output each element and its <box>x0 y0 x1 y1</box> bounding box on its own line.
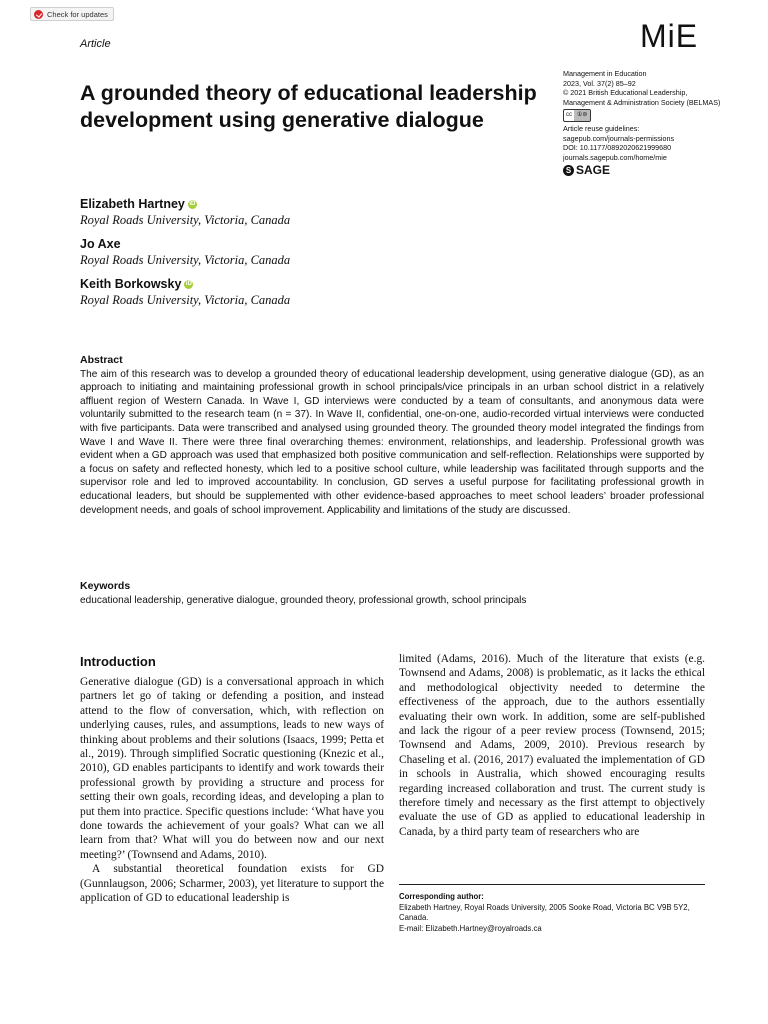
check-updates-icon <box>34 10 43 19</box>
author-list <box>80 197 290 317</box>
corresponding-author-email[interactable]: E-mail: Elizabeth.Hartney@royalroads.ca <box>399 923 542 933</box>
journal-logo: MiE <box>640 18 699 54</box>
creative-commons-icon[interactable] <box>563 109 591 122</box>
author-name: Keith Borkowsky <box>80 277 182 291</box>
corresponding-author-note <box>399 884 705 934</box>
doi-link[interactable]: DOI: 10.1177/0892020621999680 <box>563 143 672 152</box>
author-affiliation: Royal Roads University, Victoria, Canada <box>80 293 291 307</box>
keywords-heading: Keywords <box>80 580 131 592</box>
check-for-updates-button[interactable] <box>30 7 114 21</box>
author-name: Elizabeth Hartney <box>80 197 185 211</box>
journal-url-link[interactable]: journals.sagepub.com/home/mie <box>563 152 667 162</box>
author-affiliation: Royal Roads University, Victoria, Canada <box>80 213 291 227</box>
author-entry <box>80 277 290 308</box>
author-name: Jo Axe <box>80 237 121 251</box>
author-affiliation: Royal Roads University, Victoria, Canada <box>80 253 291 267</box>
body-paragraph: limited (Adams, 2016). Much of the literature that exists (e.g. Townsend and Adams, 2008) is problematic, as it lacks the ethical and methodological objectivity needed to determine the effectiveness of the approach, due to the authors essentially evaluating their own work. In addition, some are self-published and lack the rigour of a peer review process (Townsend, 2015; Townsend and Adams, 2009, 2010). Previous research by Chaseling et al. (2016, 2017) evaluated the implementation of GD in schools in Australia, which showed encouraging results regarding increased collaboration and trust. The current study is therefore timely and necessary as the first attempt to objectively evaluate the use of GD as applied to educational leadership in Canada, by a third party team of researchers who are <box>399 653 705 838</box>
orcid-icon[interactable]: iD <box>185 281 192 287</box>
reuse-guidelines-label: Article reuse guidelines: <box>563 124 640 133</box>
corresponding-author-address: Elizabeth Hartney, Royal Roads University, 2005 Sooke Road, Victoria BC V9B 5Y2, Canada. <box>399 902 690 922</box>
corresponding-author-heading: Corresponding author: <box>399 892 484 901</box>
copyright-notice: © 2021 British Educational Leadership, Management & Administration Society (BELMAS) <box>563 88 721 107</box>
cc-label: cc <box>564 111 574 121</box>
body-paragraph: A substantial theoretical foundation exists for GD (Gunnlaugson, 2006; Scharmer, 2003), yet literature to support the application of GD to educational leadership is <box>80 863 384 905</box>
journal-volume: 2023, Vol. 37(2) 85–92 <box>563 78 636 88</box>
keywords-text: educational leadership, generative dialogue, grounded theory, professional growth, school principals <box>80 594 527 606</box>
orcid-icon[interactable]: iD <box>189 201 196 207</box>
abstract-heading: Abstract <box>80 354 123 366</box>
journal-metadata <box>563 69 723 176</box>
permissions-link[interactable]: sagepub.com/journals-permissions <box>563 133 675 143</box>
check-updates-label: Check for updates <box>47 9 108 19</box>
paper-title: A grounded theory of educational leadership development using generative dialogue <box>80 81 537 132</box>
journal-name: Management in Education <box>563 69 647 78</box>
body-paragraph: Generative dialogue (GD) is a conversational approach in which partners let go of taking or defending a position, and instead attend to the flow of conversation, which, with reflection on underlying causes, rules, and assumptions, leads to new ways of thinking about problems and their solutions (Isaacs, 1999; Petta et al., 2019). Through simplified Socratic questioning (Knezic et al., 2010), GD enables participants to identify and work towards their professional growth by providing a structure and process for setting their own goals, recording ideas, and developing a plan to put them into practice. Specific questions include: ‘What have you done towards the achievement of your goals? What can we all learn from that? What will you do between now and our next meeting?’ (Townsend and Adams, 2010). <box>80 676 384 861</box>
left-column <box>80 654 384 906</box>
publisher-name: SAGE <box>576 162 611 177</box>
introduction-heading: Introduction <box>80 654 156 669</box>
abstract-text: The aim of this research was to develop a grounded theory of educational leadership development, using generative dialogue (GD), as an approach to initiating and maintaining professional growth in school principals/vice principals in an urban school district in a relatively affluent region of Western Canada. In Wave I, GD interviews were conducted by a team of consultants, and anonymous data were voluntarily submitted to the research team (n = 37). In Wave II, confidential, one-on-one, audio-recorded virtual interviews were conducted with five participants. Data were transcribed and analysed using grounded theory. The grounded theory model integrated the findings from Wave I and Wave II. There were three final overarching themes: environment, relationships, and leadership. Professional growth was evident when a GD approach was used that emphasized both positive communication and self-reflection. Relationships were supported by a focus on safety and reflected honesty, which led to a positive school culture, while leadership was facilitated through supports and the supervisor role and led to improved accountability. In conclusion, GD serves a useful purpose for facilitating professional growth in educational leaders, but should be supplemented with other evidence-based approaches to meet school leaders’ broader professional development needs, and goals of school improvement. Applicability and limitations of the study are discussed. <box>80 368 704 516</box>
keywords-section <box>80 580 704 607</box>
article-type-label: Article <box>80 38 111 50</box>
sage-logo-icon: S <box>563 165 574 176</box>
cc-by-nd-label: ①⊜ <box>574 110 590 121</box>
author-entry <box>80 197 290 228</box>
right-column <box>399 652 705 839</box>
abstract-section <box>80 354 704 517</box>
author-entry <box>80 237 290 268</box>
sage-logo <box>563 162 723 177</box>
